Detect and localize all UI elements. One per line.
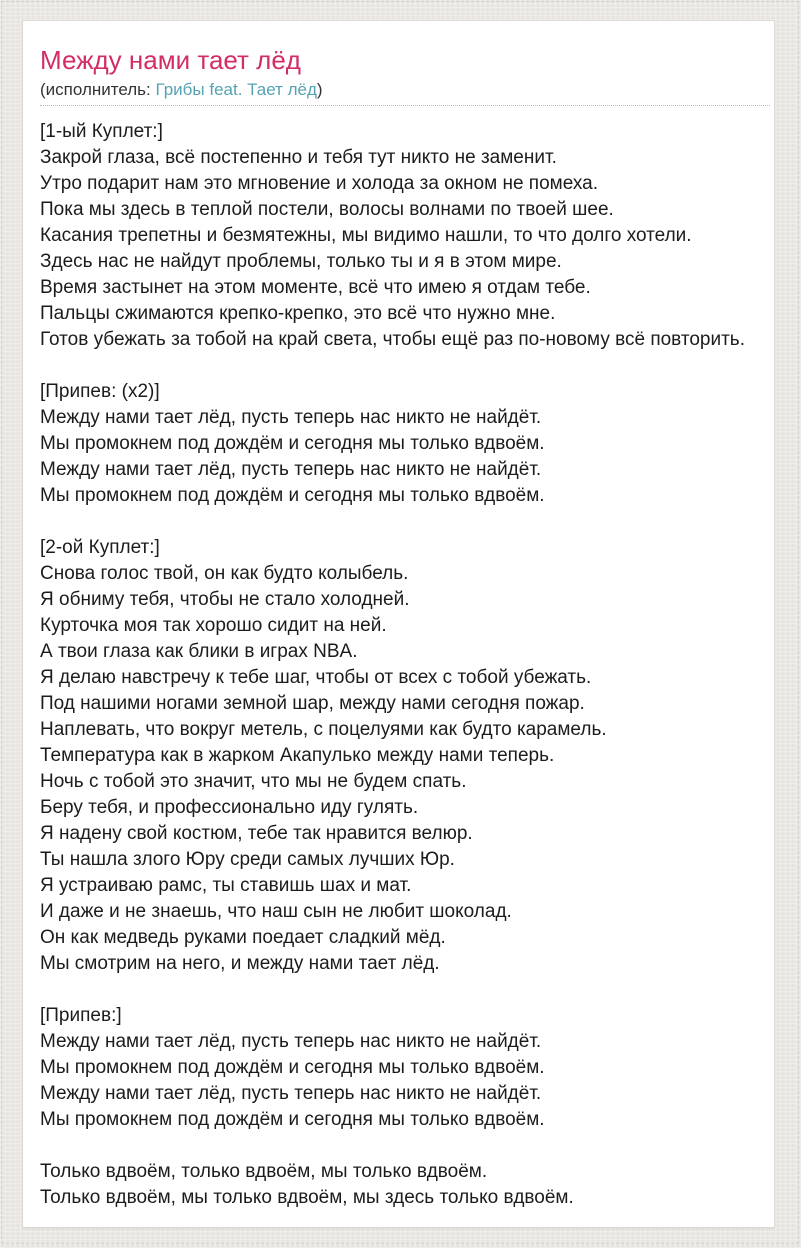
lyric-line: Между нами тает лёд, пусть теперь нас никто не найдёт. (40, 1031, 542, 1052)
lyric-line: Наплевать, что вокруг метель, с поцелуями как будто карамель. (40, 719, 607, 740)
lyric-line: Мы промокнем под дождём и сегодня мы только вдвоём. (40, 1109, 545, 1130)
lyric-line: [Припев: (x2)] (40, 381, 160, 402)
artist-line (40, 80, 770, 106)
lyric-line: Мы промокнем под дождём и сегодня мы только вдвоём. (40, 433, 545, 454)
lyrics-stanza (40, 379, 774, 509)
lyric-line: Между нами тает лёд, пусть теперь нас никто не найдёт. (40, 459, 542, 480)
lyric-line: Беру тебя, и профессионально иду гулять. (40, 797, 419, 818)
lyric-line: [1-ый Куплет:] (40, 121, 163, 142)
lyric-line: И даже и не знаешь, что наш сын не любит шоколад. (40, 901, 512, 922)
song-title: Между нами тает лёд (40, 45, 301, 75)
lyric-line: Под нашими ногами земной шар, между нами сегодня пожар. (40, 693, 585, 714)
lyric-line: Ночь с тобой это значит, что мы не будем спать. (40, 771, 467, 792)
lyric-line: Ты нашла злого Юру среди самых лучших Юр. (40, 849, 455, 870)
lyric-line: Касания трепетны и безмятежны, мы видимо нашли, то что долго хотели. (40, 225, 692, 246)
lyric-line: Здесь нас не найдут проблемы, только ты и я в этом мире. (40, 251, 562, 272)
artist-link[interactable]: Грибы feat. Тает лёд (155, 80, 317, 99)
lyric-line: А твои глаза как блики в играх NBA. (40, 641, 358, 662)
lyrics-stanza (40, 119, 774, 353)
lyrics-stanza (40, 535, 774, 977)
lyrics-stanza (40, 1003, 774, 1133)
lyric-line: Между нами тает лёд, пусть теперь нас никто не найдёт. (40, 1083, 542, 1104)
lyric-line: Между нами тает лёд, пусть теперь нас никто не найдёт. (40, 407, 542, 428)
artist-label-prefix: (исполнитель: (40, 80, 156, 99)
lyric-line: Курточка моя так хорошо сидит на ней. (40, 615, 387, 636)
lyric-line: [Припев:] (40, 1005, 122, 1026)
lyrics-card (22, 20, 775, 1228)
lyric-line: Мы промокнем под дождём и сегодня мы только вдвоём. (40, 485, 545, 506)
lyric-line: Готов убежать за тобой на край света, чтобы ещё раз по-новому всё повторить. (40, 329, 745, 350)
lyrics-stanza (40, 1159, 774, 1211)
lyric-line: Утро подарит нам это мгновение и холода за окном не помеха. (40, 173, 598, 194)
lyric-line: Я устраиваю рамс, ты ставишь шах и мат. (40, 875, 412, 896)
lyric-line: Снова голос твой, он как будто колыбель. (40, 563, 409, 584)
lyric-line: Только вдвоём, только вдвоём, мы только вдвоём. (40, 1161, 488, 1182)
lyric-line: Температура как в жарком Акапулько между нами теперь. (40, 745, 555, 766)
lyric-line: Закрой глаза, всё постепенно и тебя тут никто не заменит. (40, 147, 557, 168)
lyric-line: Мы смотрим на него, и между нами тает лёд. (40, 953, 440, 974)
lyric-line: Я обниму тебя, чтобы не стало холодней. (40, 589, 410, 610)
lyric-line: Мы промокнем под дождём и сегодня мы только вдвоём. (40, 1057, 545, 1078)
lyric-line: Я делаю навстречу к тебе шаг, чтобы от всех с тобой убежать. (40, 667, 592, 688)
lyric-line: Только вдвоём, мы только вдвоём, мы здесь только вдвоём. (40, 1187, 574, 1208)
lyric-line: [2-ой Куплет:] (40, 537, 160, 558)
lyric-line: Пальцы сжимаются крепко-крепко, это всё что нужно мне. (40, 303, 556, 324)
artist-label-suffix: ) (316, 80, 323, 99)
lyrics-text (40, 119, 774, 1211)
lyric-line: Пока мы здесь в теплой постели, волосы волнами по твоей шее. (40, 199, 614, 220)
lyric-line: Он как медведь руками поедает сладкий мёд. (40, 927, 446, 948)
lyric-line: Время застынет на этом моменте, всё что имею я отдам тебе. (40, 277, 591, 298)
lyric-line: Я надену свой костюм, тебе так нравится велюр. (40, 823, 473, 844)
